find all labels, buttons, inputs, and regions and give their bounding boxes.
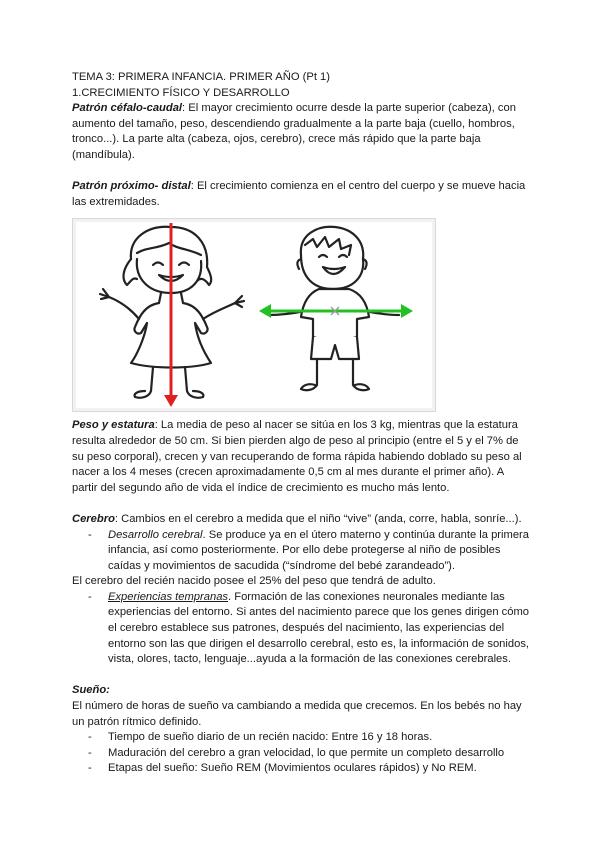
horizontal-arrow-head-right xyxy=(401,304,413,318)
boy-figure xyxy=(269,227,399,390)
term-desarrollo-cerebral: Desarrollo cerebral xyxy=(108,528,203,541)
cerebro-list-1 xyxy=(72,528,532,575)
horizontal-arrow-head-left xyxy=(259,304,271,318)
list-item xyxy=(72,528,532,575)
illustration-svg xyxy=(73,219,435,411)
sueno-list xyxy=(72,730,532,777)
term-proximo-distal: Patrón próximo- distal xyxy=(72,180,191,193)
list-item: - Maduración del cerebro a gran velocidad, lo que permite un completo desarrollo xyxy=(72,746,532,762)
paragraph-peso-estatura xyxy=(72,418,532,496)
text-sueno: El número de horas de sueño va cambiando a medida que crecemos. En los bebés no hay un patrón rítmico definido. xyxy=(72,700,522,728)
term-cerebro: Cerebro xyxy=(72,512,115,525)
term-cefalo-caudal: Patrón céfalo-caudal xyxy=(72,102,183,115)
vertical-arrow-head xyxy=(164,395,178,407)
heading-sueno: Sueño: xyxy=(72,684,110,697)
page-title: TEMA 3: PRIMERA INFANCIA. PRIMER AÑO (Pt 1) xyxy=(72,71,330,83)
list-item: - Etapas del sueño: Sueño REM (Movimientos oculares rápidos) y No REM. xyxy=(72,761,532,777)
section-heading: 1.CRECIMIENTO FÍSICO Y DESARROLLO xyxy=(72,86,290,99)
paragraph-cefalo-caudal xyxy=(72,101,532,163)
cerebro-list-2 xyxy=(72,590,532,668)
text-peso-estatura: : La media de peso al nacer se sitúa en los 3 kg, mientras que la estatura resulta alrededor de 50 cm. Si bien pierden algo de peso al principio (entre el 5 y el 7% de su peso corporal), crecen y van recuperando de forma rápida habiendo doblado su peso al nacer a los 4 meses (crecen aproximadamente 0,5 cm al mes durante el primer año). A partir del segundo año de vida el índice de crecimiento es mucho más lento. xyxy=(72,419,522,494)
text-cerebro: : Cambios en el cerebro a medida que el niño “vive” (anda, corre, habla, sonríe...). xyxy=(114,512,522,525)
list-item: - Tiempo de sueño diario de un recién nacido: Entre 16 y 18 horas. xyxy=(72,730,532,746)
text-proximo-distal: : El crecimiento comienza en el centro del cuerpo y se mueve hacia las extremidades. xyxy=(72,180,526,208)
paragraph-cerebro xyxy=(72,512,532,528)
document-content xyxy=(72,70,532,777)
text-experiencias-tempranas: . Formación de las conexiones neuronales mediante las experiencias del entorno. Si antes del nacimiento parece que los genes dirigen cómo el cerebro establece sus patrones, después del nacimiento, las experiencias del entorno son las que dirigen el desarrollo cerebral, esto es, la información de sonidos, vista, olores, tacto, lenguaje...ayuda a la formación de las conexiones cerebrales. xyxy=(108,590,530,666)
cerebro-note: El cerebro del recién nacido posee el 25% del peso que tendrá de adulto. xyxy=(72,575,436,588)
text-cefalo-caudal: : El mayor crecimiento ocurre desde la parte superior (cabeza), con aumento del tamaño, peso, descendiendo gradualmente a la parte baja (cuello, hombros, tronco...). La parte alta (cabeza, ojos, cerebro), crece más rápido que la parte baja (mandíbula). xyxy=(72,102,516,161)
growth-patterns-illustration xyxy=(72,218,436,412)
text-desarrollo-cerebral: . Se produce ya en el útero materno y continúa durante la primera infancia, así como posteriormente. Por ello debe protegerse al niño de posibles caídas y movimientos de sacudida (“síndrome del bebé zarandeado”). xyxy=(108,528,530,572)
term-experiencias-tempranas: Experiencias tempranas xyxy=(108,590,229,603)
list-item xyxy=(72,590,532,668)
paragraph-proximo-distal xyxy=(72,179,532,210)
term-peso-estatura: Peso y estatura xyxy=(72,419,155,432)
